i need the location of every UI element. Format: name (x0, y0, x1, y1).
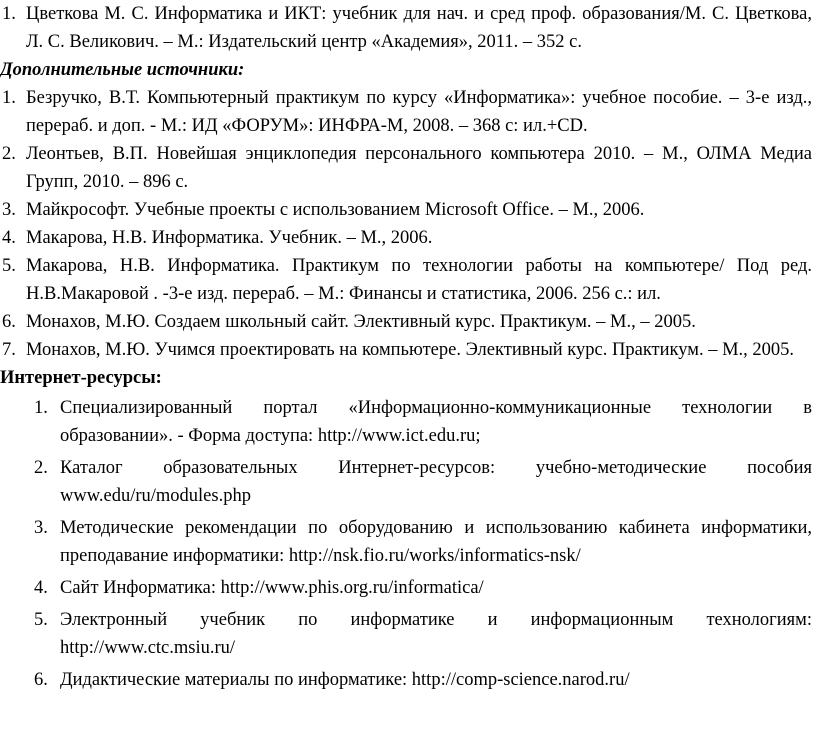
list-item-number: 2. (34, 458, 48, 478)
additional-sources-heading: Дополнительные источники: (0, 60, 245, 80)
list-item-number: 1. (2, 4, 16, 24)
list-item-number: 6. (2, 312, 16, 332)
list-item (0, 224, 816, 252)
list-item (0, 140, 816, 196)
list-item-number: 2. (2, 144, 16, 164)
list-item (0, 514, 816, 570)
list-item (0, 454, 816, 510)
list-item-text: Леонтьев, В.П. Новейшая энциклопедия персонального компьютера 2010. – М., ОЛМА Медиа Групп, 2010. – 896 с. (26, 144, 812, 192)
list-item-number: 5. (34, 610, 48, 630)
main-sources-list (0, 0, 816, 56)
list-item-text: Монахов, М.Ю. Создаем школьный сайт. Элективный курс. Практикум. – М., – 2005. (26, 312, 696, 332)
list-item-number: 4. (2, 228, 16, 248)
list-item (0, 252, 816, 308)
list-item (0, 0, 816, 56)
list-item-text: Цветкова М. С. Информатика и ИКТ: учебник для нач. и сред проф. образования/М. С. Цветкова, Л. С. Великович. – М.: Издательский центр «Академия», 2011. – 352 с. (26, 4, 812, 52)
list-item-text: Специализированный портал «Информационно-коммуникационные технологии в образовании». - Форма доступа: http://www.ict.edu.ru; (60, 398, 812, 446)
list-item-number: 4. (34, 578, 48, 598)
list-item (0, 84, 816, 140)
internet-resources-heading: Интернет-ресурсы: (0, 368, 162, 388)
list-item-text: Майкрософт. Учебные проекты с использованием Microsoft Office. – М., 2006. (26, 200, 645, 220)
list-item-number: 5. (2, 256, 16, 276)
list-item (0, 308, 816, 336)
list-item-number: 3. (34, 518, 48, 538)
list-item-text: Электронный учебник по информатике и информационным технологиям: http://www.ctc.msiu.ru/ (60, 610, 812, 658)
list-item (0, 606, 816, 662)
list-item-text: Макарова, Н.В. Информатика. Практикум по технологии работы на компьютере/ Под ред. Н.В.Макаровой . -3-е изд. перераб. – М.: Финансы и статистика, 2006. 256 с.: ил. (26, 256, 812, 304)
list-item-text: Макарова, Н.В. Информатика. Учебник. – М., 2006. (26, 228, 433, 248)
list-item-text: Методические рекомендации по оборудованию и использованию кабинета информатики, преподавание информатики: http://nsk.fio.ru/works/informatics-nsk/ (60, 518, 812, 566)
internet-resources-section (0, 364, 816, 694)
list-item (0, 666, 816, 694)
additional-sources-section (0, 56, 816, 364)
list-item-text: Безручко, В.Т. Компьютерный практикум по курсу «Информатика»: учебное пособие. – 3-е изд., перераб. и доп. - М.: ИД «ФОРУМ»: ИНФРА-М, 2008. – 368 с: ил.+CD. (26, 88, 812, 136)
list-item-text: Сайт Информатика: http://www.phis.org.ru/informatica/ (60, 578, 484, 598)
list-item-text: Дидактические материалы по информатике: http://comp-science.narod.ru/ (60, 670, 630, 690)
list-item-text: Монахов, М.Ю. Учимся проектировать на компьютере. Элективный курс. Практикум. – М., 2005. (26, 340, 795, 360)
additional-sources-list (0, 84, 816, 364)
list-item (0, 336, 816, 364)
internet-resources-list (0, 392, 816, 694)
list-item-number: 3. (2, 200, 16, 220)
list-item-number: 1. (34, 398, 48, 418)
list-item-text: Каталог образовательных Интернет-ресурсов: учебно-методические пособия www.edu/ru/modules.php (60, 458, 812, 506)
list-item (0, 394, 816, 450)
list-item (0, 196, 816, 224)
list-item-number: 1. (2, 88, 16, 108)
list-item-number: 7. (2, 340, 16, 360)
list-item (0, 574, 816, 602)
list-item-number: 6. (34, 670, 48, 690)
